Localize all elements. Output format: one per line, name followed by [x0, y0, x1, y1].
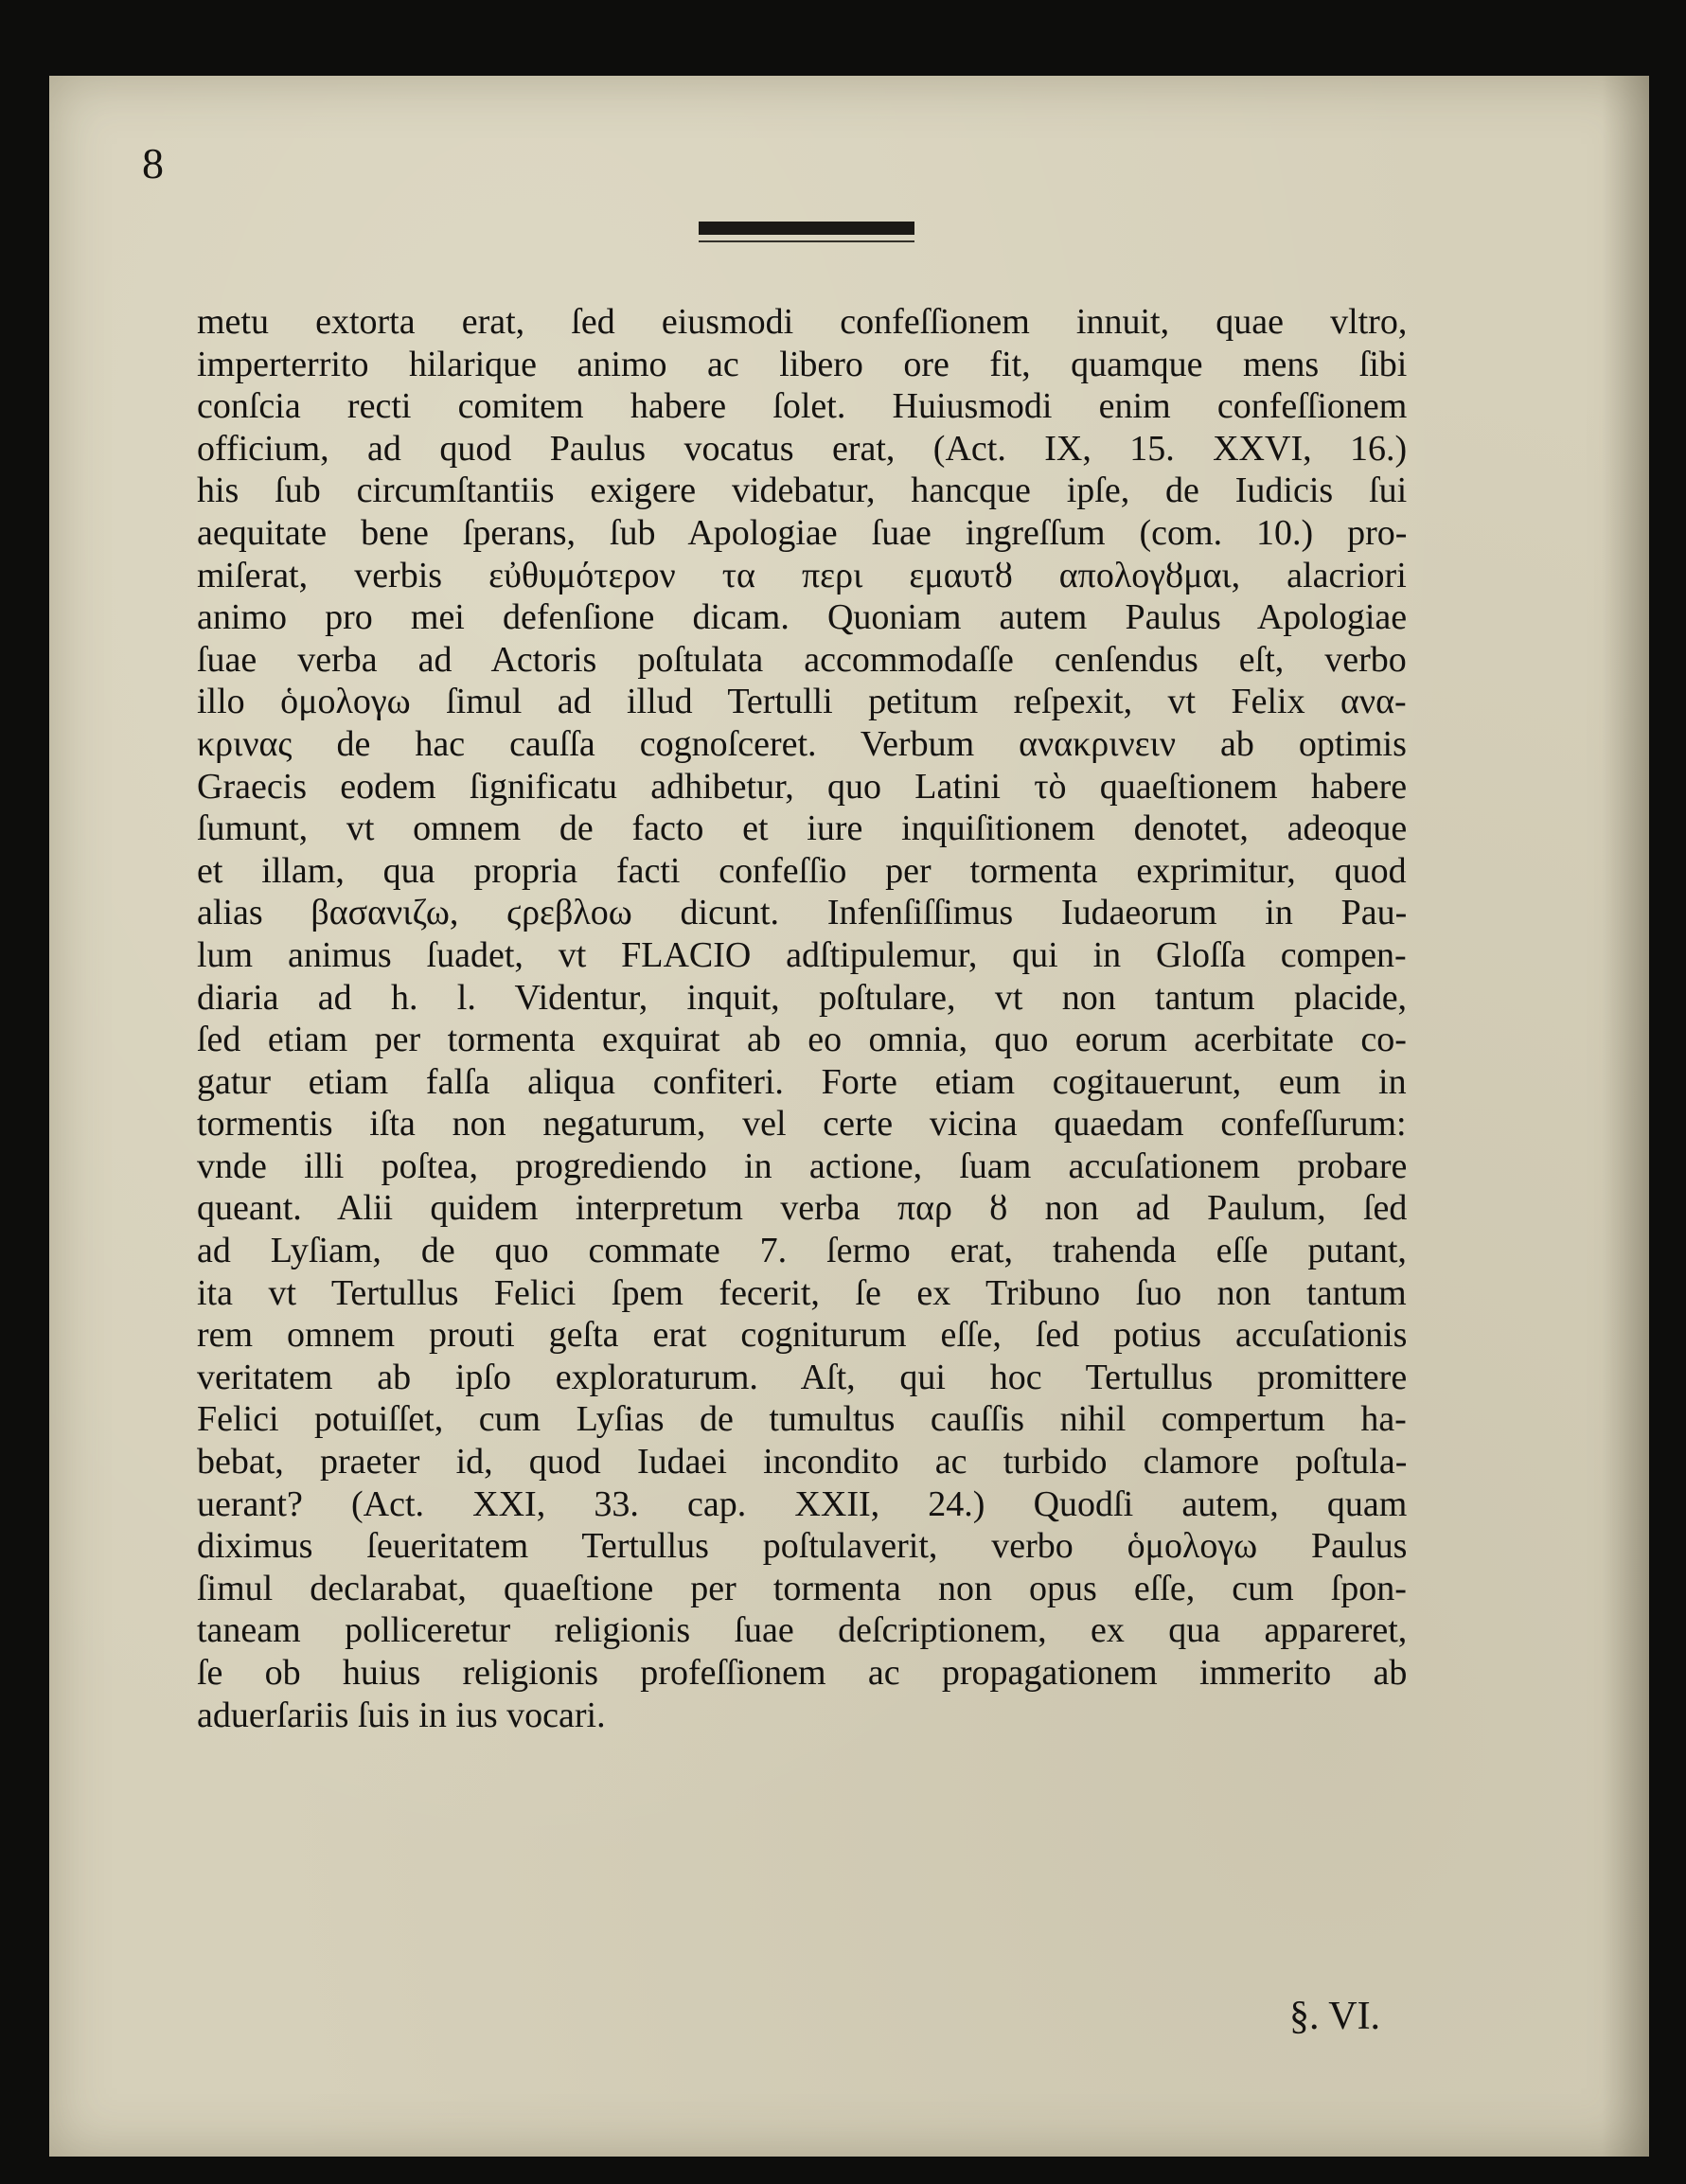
text-line: ſe ob huius religionis profeſſionem ac propagationem immerito ab: [197, 1653, 1408, 1693]
text-line: tormentis iſta non negaturum, vel certe vicina quaedam confeſſurum:: [197, 1104, 1407, 1145]
text-line: miſerat, verbis εὐθυμότερον τα περι εμαυτȣ απολογȣμαι, alacriori: [197, 555, 1407, 595]
text-line: ſuae verba ad Actoris poſtulata accommodaſſe cenſendus eſt, verbo: [197, 639, 1407, 680]
text-line: aequitate bene ſperans, ſub Apologiae ſuae ingreſſum (com. 10.) pro-: [197, 512, 1408, 553]
text-line: metu extorta erat, ſed eiusmodi confeſſionem innuit, quae vltro,: [197, 302, 1408, 342]
text-line: ſed etiam per tormenta exquirat ab eo omnia, quo eorum acerbitate co-: [197, 1020, 1407, 1060]
text-line: alias βασανιζω, ϛρεβλοω dicunt. Infenſiſſimus Iudaeorum in Pau-: [197, 893, 1408, 933]
text-line: conſcia recti comitem habere ſolet. Huiusmodi enim confeſſionem: [197, 386, 1408, 427]
text-line: uerant? (Act. XXI, 33. cap. XXII, 24.) Quodſi autem, quam: [197, 1483, 1408, 1524]
gutter-shadow: [1602, 76, 1649, 2157]
text-line: queant. Alii quidem interpretum verba παρ ȣ non ad Paulum, ſed: [197, 1188, 1408, 1229]
text-line: officium, ad quod Paulus vocatus erat, (Act. IX, 15. XXVI, 16.): [197, 428, 1408, 469]
text-line: veritatem ab ipſo exploraturum. Aſt, qui hoc Tertullus promittere: [197, 1357, 1408, 1397]
text-line: diximus ſeueritatem Tertullus poſtulaverit, verbo ὁμολογω Paulus: [197, 1526, 1408, 1567]
text-line: illo ὁμολογω ſimul ad illud Tertulli petitum reſpexit, vt Felix ανα-: [197, 682, 1407, 722]
text-line: gatur etiam falſa aliqua confiteri. Forte etiam cogitauerunt, eum in: [197, 1061, 1407, 1102]
text-line: ſumunt, vt omnem de facto et iure inquiſitionem denotet, adeoque: [197, 808, 1408, 849]
text-line: animo pro mei defenſione dicam. Quoniam autem Paulus Apologiae: [197, 597, 1408, 638]
text-line: aduerſariis ſuis in ius vocari.: [197, 1695, 606, 1735]
header-rule: [699, 222, 914, 235]
text-line: taneam polliceretur religionis ſuae deſcriptionem, ex qua appareret,: [197, 1610, 1408, 1651]
text-line: ſimul declarabat, quaeſtione per tormenta non opus eſſe, cum ſpon-: [197, 1568, 1407, 1608]
text-line: et illam, qua propria facti confeſſio per tormenta exprimitur, quod: [197, 850, 1407, 891]
text-line: Graecis eodem ſignificatu adhibetur, quo Latini τὸ quaeſtionem habere: [197, 766, 1408, 807]
catchword: §. VI.: [1289, 1995, 1381, 2038]
text-line: ita vt Tertullus Felici ſpem fecerit, ſe ex Tribuno ſuo non tantum: [197, 1272, 1407, 1313]
page-number: 8: [142, 139, 164, 187]
text-line: rem omnem prouti geſta erat cogniturum eſſe, ſed potius accuſationis: [197, 1315, 1408, 1356]
text-line: κρινας de hac cauſſa cognoſceret. Verbum ανακρινειν ab optimis: [197, 723, 1407, 764]
text-line: lum animus ſuadet, vt FLACIO adſtipulemur, qui in Gloſſa compen-: [197, 934, 1407, 975]
text-line: vnde illi poſtea, progrediendo in actione, ſuam accuſationem probare: [197, 1145, 1408, 1186]
text-line: his ſub circumſtantiis exigere videbatur, hancque ipſe, de Iudicis ſui: [197, 471, 1408, 511]
text-line: bebat, praeter id, quod Iudaei incondito ac turbido clamore poſtula-: [197, 1442, 1408, 1483]
text-line: ad Lyſiam, de quo commate 7. ſermo erat, trahenda eſſe putant,: [197, 1231, 1407, 1271]
text-line: imperterrito hilarique animo ac libero ore fit, quamque mens ſibi: [197, 344, 1408, 384]
text-line: Felici potuiſſet, cum Lyſias de tumultus cauſſis nihil compertum ha-: [197, 1399, 1407, 1440]
body-text: [197, 301, 1407, 1736]
text-line: diaria ad h. l. Videntur, inquit, poſtulare, vt non tantum placide,: [197, 977, 1408, 1018]
